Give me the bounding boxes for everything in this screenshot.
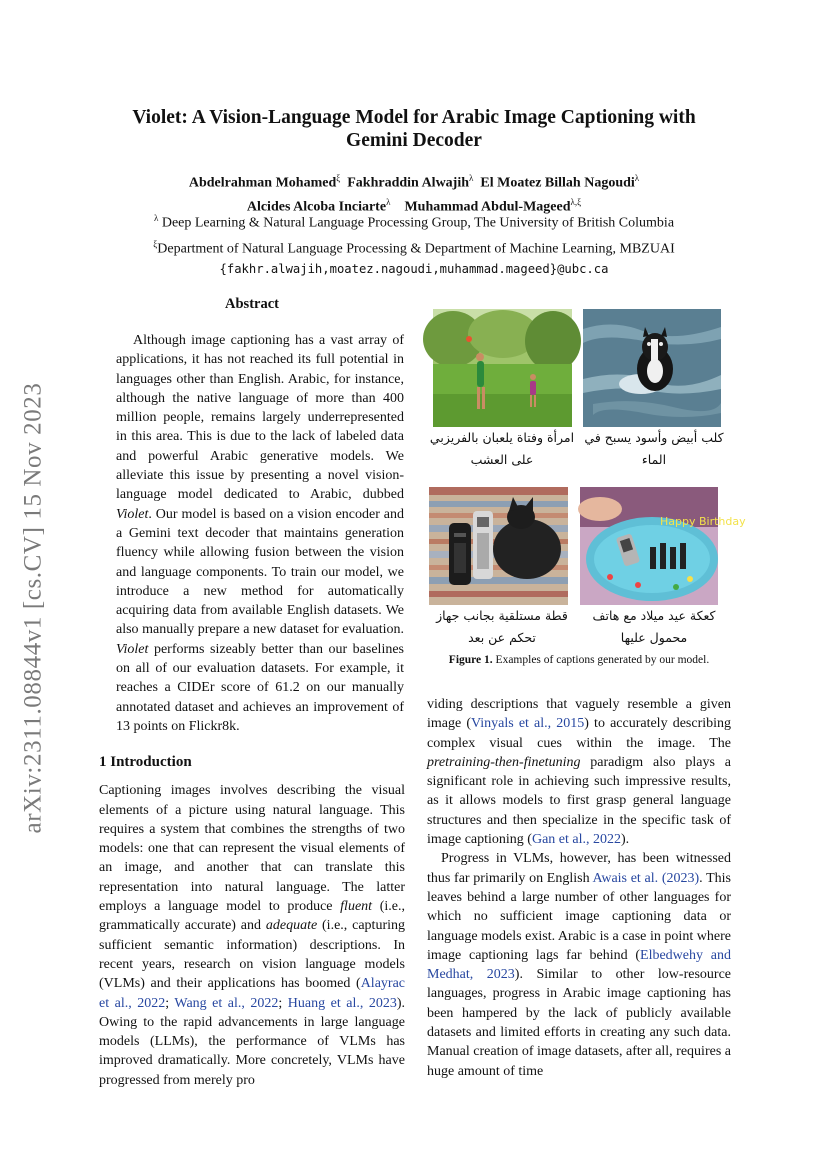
photo-frisbee-park <box>433 309 572 427</box>
left-column <box>99 296 405 1090</box>
title-line-2: Gemini Decoder <box>346 130 482 151</box>
citation-link[interactable]: Huang et al., 2023 <box>287 995 397 1011</box>
author-affil-marker: λ <box>634 173 640 183</box>
title-line-1: Violet: A Vision-Language Model for Arabic Image Captioning with <box>132 107 696 128</box>
citation-link[interactable]: Alayrac et al., 2022 <box>99 976 405 1011</box>
body-text: ) to accurately describing complex visual cues within the image. The <box>427 716 732 751</box>
affiliation-text: Deep Learning & Natural Language Processing Group, The University of British Columbia <box>158 215 675 231</box>
body-text: Progress in VLMs, however, has been witnessed thus far primarily on English <box>427 851 731 886</box>
section-heading-introduction: 1 Introduction <box>99 754 192 771</box>
emphasis: fluent <box>340 899 373 915</box>
body-text: (i.e., capturing sufficient semantic information) descriptions. In recent years, research on vision language models (VLMs) and their applications has boomed ( <box>99 918 405 992</box>
arxiv-identifier-text: arXiv:2311.08844v1 [cs.CV] 15 Nov 2023 <box>19 382 46 833</box>
figure-1 <box>427 309 746 666</box>
body-text: Captioning images involves describing the visual elements of a picture using natural language. This requires a system that combines the strengths of two models: one that can represent the visual elements of an image, and another that can translate this representation into natural language. The latter employs a language model to produce <box>99 783 405 915</box>
affil-symbol: ξ <box>153 238 158 249</box>
abstract-heading: Abstract <box>225 296 279 312</box>
emphasis: adequate <box>265 918 318 934</box>
citation-link[interactable]: Awais et al. (2023) <box>592 870 700 886</box>
body-text: paradigm also plays a significant role in achieving such impressive results, as it allows models to first grasp general language structures and then specialize in the specific task of image captioning ( <box>427 754 731 848</box>
figure-caption-text: Examples of captions generated by our model. <box>492 654 710 666</box>
model-name: Violet <box>116 641 149 657</box>
affiliation-mbzuai <box>80 234 748 260</box>
photo-cat-remote <box>429 487 568 605</box>
intro-paragraph-continued <box>427 695 731 849</box>
cake-happy-text: Happy Birthday <box>660 515 746 528</box>
citation-link[interactable]: Gan et al., 2022 <box>531 832 621 848</box>
intro-body-right <box>427 695 731 1081</box>
intro-paragraph-2 <box>427 849 731 1081</box>
right-column <box>427 695 731 1081</box>
author-line-1 <box>80 169 748 193</box>
affil-symbol: λ <box>153 213 159 223</box>
author-name: Alcides Alcoba Inciarte <box>246 199 387 215</box>
affiliation-ubc <box>80 208 748 234</box>
body-text: (i.e., grammatically accurate) and <box>99 899 405 934</box>
abstract-body <box>116 331 404 736</box>
emphasis: pretraining-then-finetuning <box>427 754 581 770</box>
author-name: Fakhraddin Alwajih <box>347 175 470 191</box>
body-text: ; <box>165 995 175 1011</box>
affiliations <box>80 208 748 279</box>
body-text: viding descriptions that vaguely resemble a given image ( <box>427 697 731 732</box>
abstract-text: . Our model is based on a vision encoder and a Gemini text decoder that maintains generation fluency while allowing fusion between the vision and language components. To train our model, we introduce a new method for automatically acquiring data from available English datasets. We also manually prepare a new dataset for evaluation. <box>116 506 404 638</box>
citation-link[interactable]: Elbedwehy and Medhat, 2023 <box>427 947 731 983</box>
abstract-text: performs sizeably better than our baselines on all of our evaluation datasets. For example, it reaches a CIDEr score of 61.2 on our manually annotated dataset and achieves an improvement of 13 points on Flickr8k. <box>116 641 404 734</box>
author-affil-marker: λ <box>469 173 474 183</box>
arabic-caption-cake: كعكة عيد ميلاد مع هاتف محمول عليها <box>592 608 716 645</box>
body-text: ; <box>278 995 288 1011</box>
figure-image-grid <box>427 309 746 666</box>
author-affil-marker: ξ <box>336 173 341 183</box>
dog-swimming-image <box>583 309 721 427</box>
figure-label: Figure 1. <box>448 654 493 666</box>
abstract-text: Although image captioning has a vast array of applications, it has not reached its full potential in languages other than English. Arabic, for instance, although the native language of more than 400 million people, remains largely underrepresented in this area. This is due to the lack of labeled data and powerful Arabic generative models. We alleviate this issue by presenting a novel vision-language model dedicated to Arabic, dubbed <box>116 333 404 503</box>
body-text: ). <box>621 832 630 848</box>
author-emails: {fakhr.alwajih,moatez.nagoudi,muhammad.mageed}@ubc.ca <box>219 262 609 277</box>
intro-paragraph <box>99 781 405 1090</box>
author-affil-marker: λ,ξ <box>570 197 582 208</box>
intro-body-left <box>99 781 405 1090</box>
author-name: Muhammad Abdul-Mageed <box>404 199 571 215</box>
cat-remote-image <box>429 487 568 605</box>
author-affil-marker: λ <box>386 197 391 208</box>
arxiv-identifier <box>10 335 56 880</box>
photo-dog-swimming <box>583 309 721 427</box>
arabic-caption-frisbee: امرأة وفتاة يلعبان بالفريزبي على العشب <box>429 430 575 467</box>
arabic-caption-cat: قطة مستلقية بجانب جهاز تحكم عن بعد <box>436 608 568 645</box>
body-text: . This leaves behind a large number of other languages for which no sufficient image captioning data or language models exist. Arabic is a case in point where image captioning lags far behind ( <box>427 870 731 963</box>
paper-title <box>80 106 748 152</box>
photo-birthday-cake <box>580 487 746 605</box>
arabic-caption-dog: كلب أبيض وأسود يسبح في الماء <box>584 430 724 467</box>
author-name: Abdelrahman Mohamed <box>188 175 337 191</box>
body-text: ). Similar to other low-resource languages, progress in Arabic image captioning has been hampered by the lack of publicly available datasets and limited efforts in creating any such data. Manual creation of image datasets, after all, requires a huge amount of time <box>427 967 731 1079</box>
affiliation-text: Department of Natural Language Processing & Department of Machine Learning, MBZUAI <box>157 241 675 257</box>
park-scene-image <box>433 309 572 427</box>
figure-caption <box>427 654 731 666</box>
body-text: ). Owing to the rapid advancements in large language models (LLMs), the performance of VLMs has improved dramatically. More concretely, VLMs have progressed from merely pro <box>99 995 406 1088</box>
author-name: El Moatez Billah Nagoudi <box>480 175 635 191</box>
birthday-cake-image <box>580 487 746 605</box>
citation-link[interactable]: Vinyals et al., 2015 <box>471 716 585 732</box>
citation-link[interactable]: Wang et al., 2022 <box>174 995 279 1011</box>
model-name: Violet <box>116 506 149 522</box>
abstract-paragraph <box>116 331 404 736</box>
